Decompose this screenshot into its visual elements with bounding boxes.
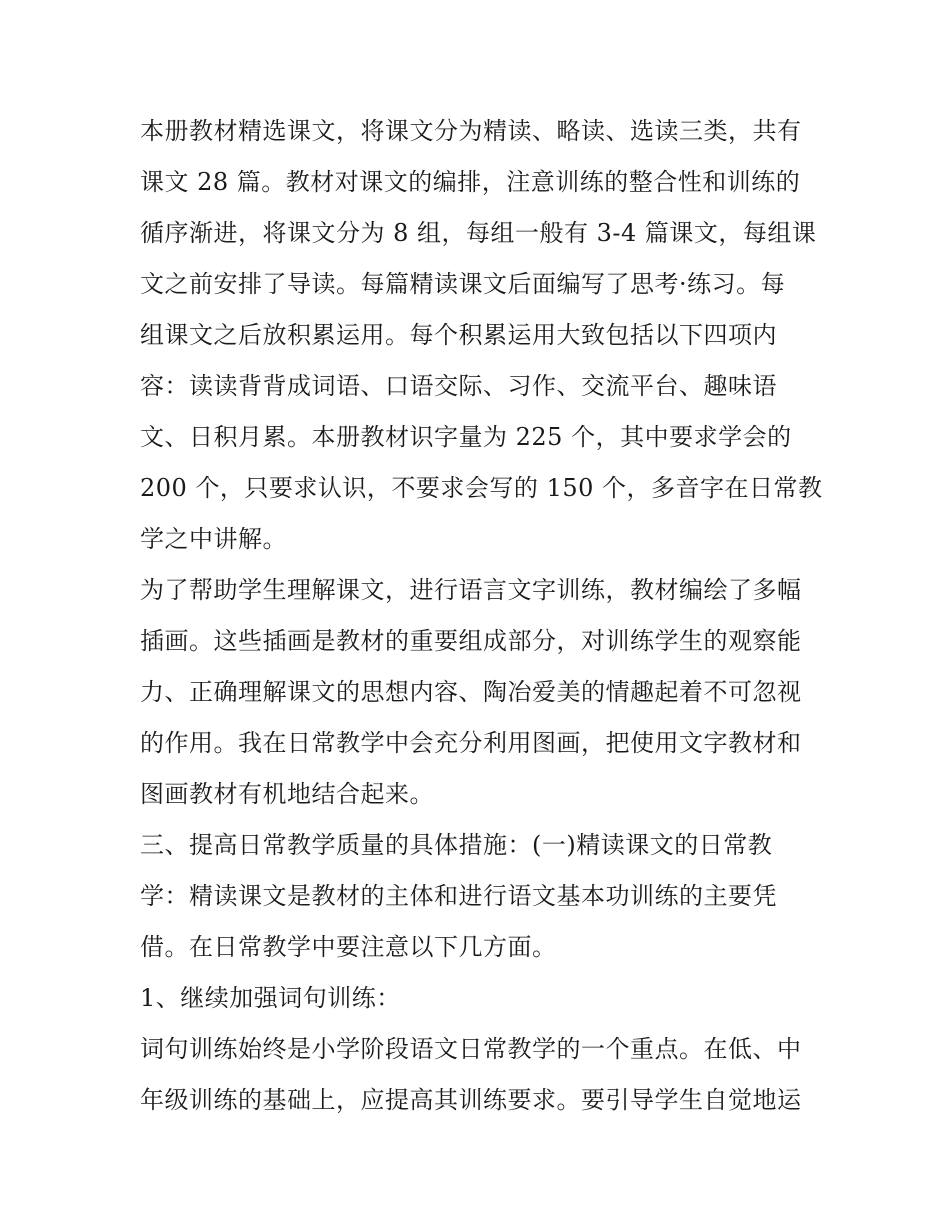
text-line: 为了帮助学生理解课文，进行语言文字训练，教材编绘了多幅 [140,576,802,604]
text-line: 文之前安排了导读。每篇精读课文后面编写了思考·练习。每 [140,270,786,298]
text-line: 文、日积月累。本册教材识字量为 225 个，其中要求学会的 [140,423,792,451]
text-line: 200 个，只要求认识，不要求会写的 150 个，多音字在日常教 [140,474,823,502]
text-line: 容：读读背背成词语、口语交际、习作、交流平台、趣味语 [140,372,777,400]
text-line: 图画教材有机地结合起来。 [140,780,434,808]
text-line: 本册教材精选课文，将课文分为精读、略读、选读三类，共有 [140,117,802,145]
text-line: 年级训练的基础上，应提高其训练要求。要引导学生自觉地运 [140,1086,802,1114]
text-line: 力、正确理解课文的思想内容、陶冶爱美的情趣起着不可忽视 [140,678,802,706]
text-line: 的作用。我在日常教学中会充分利用图画，把使用文字教材和 [140,729,802,757]
text-line: 插画。这些插画是教材的重要组成部分，对训练学生的观察能 [140,627,802,655]
text-line: 学之中讲解。 [140,525,287,553]
text-line: 组课文之后放积累运用。每个积累运用大致包括以下四项内 [140,321,777,349]
subheading-line: 1、继续加强词句训练： [140,984,401,1012]
text-line: 学：精读课文是教材的主体和进行语文基本功训练的主要凭 [140,882,777,910]
document-body [140,106,823,1126]
section-heading-line: 三、提高日常教学质量的具体措施：(一)精读课文的日常教 [140,831,773,859]
text-line: 课文 28 篇。教材对课文的编排，注意训练的整合性和训练的 [140,168,801,196]
text-line: 循序渐进，将课文分为 8 组，每组一般有 3-4 篇课文，每组课 [140,219,817,247]
text-line: 词句训练始终是小学阶段语文日常教学的一个重点。在低、中 [140,1035,802,1063]
text-line: 借。在日常教学中要注意以下几方面。 [140,933,557,961]
